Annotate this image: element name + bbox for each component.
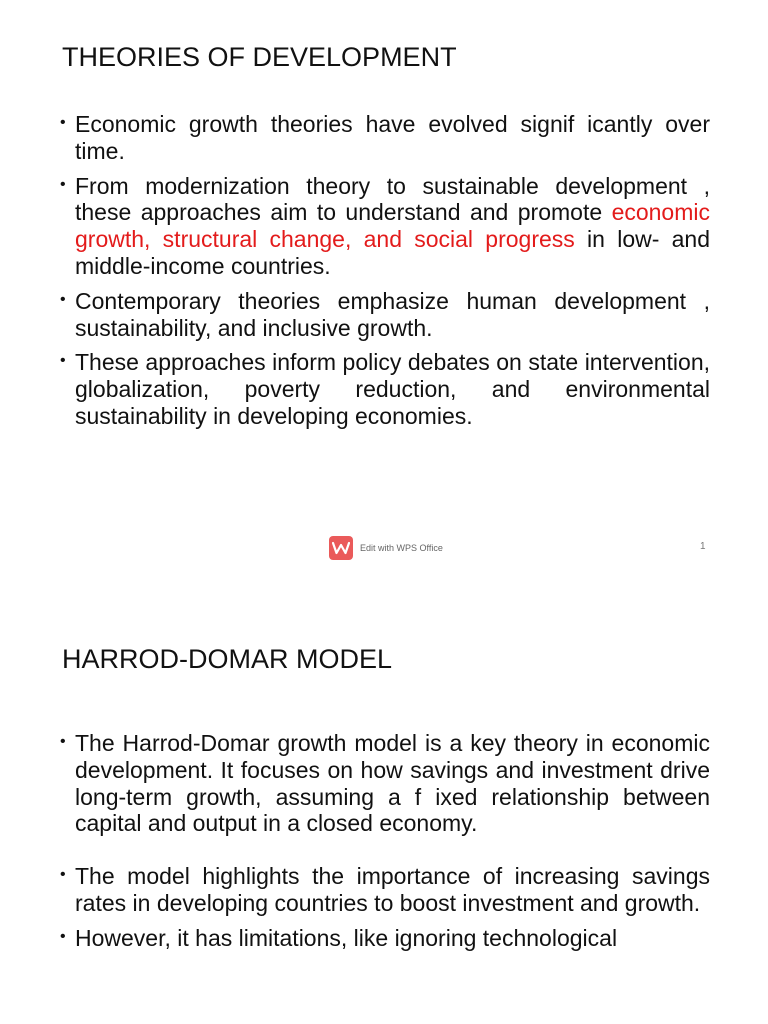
bullet-dot-icon: •	[60, 733, 66, 750]
bullet-text: From modernization theory to sustainable development , these approaches aim to understand and promote	[75, 172, 710, 226]
page-number: 1	[700, 541, 706, 552]
bullet-text: These approaches inform policy debates on state intervention, globalization, poverty reduction, and environmental sustainability in developing economies.	[75, 349, 710, 429]
slide-1-bullet-4	[60, 349, 710, 429]
bullet-dot-icon: •	[60, 114, 66, 131]
bullet-dot-icon: •	[60, 290, 66, 308]
slide-1-bullet-3	[60, 288, 710, 342]
wps-office-badge[interactable]	[329, 536, 443, 560]
slide-2-bullet-list	[60, 730, 710, 960]
bullet-text: Economic growth theories have evolved signif icantly over time.	[75, 111, 710, 164]
wps-w-glyph-icon	[332, 541, 350, 555]
bullet-text: However, it has limitations, like ignoring technological	[75, 924, 618, 951]
slide-1-title: THEORIES OF DEVELOPMENT	[62, 42, 457, 72]
bullet-dot-icon: •	[60, 175, 66, 193]
slide-2-bullet-2	[60, 863, 710, 917]
wps-logo-icon	[329, 536, 353, 560]
bullet-text: The Harrod-Domar growth model is a key theory in economic development. It focuses on how savings and investment drive long-term growth, assuming a f ixed relationship between capital and output in a closed economy.	[75, 730, 710, 837]
highlighted-text: economic growth, structural change, and social progress	[75, 199, 710, 253]
bullet-text-end: in low- and middle-income countries.	[75, 226, 711, 279]
slide-2-title: HARROD-DOMAR MODEL	[62, 644, 393, 674]
slide-1-bullet-2	[60, 173, 710, 280]
bullet-text: The model highlights the importance of increasing savings rates in developing countries to boost investment and growth.	[75, 863, 710, 916]
wps-label: Edit with WPS Office	[360, 543, 443, 553]
slide-2	[0, 610, 768, 1024]
bullet-dot-icon: •	[60, 927, 66, 945]
slide-1-bullet-list	[60, 111, 710, 438]
bullet-text: Contemporary theories emphasize human development , sustainability, and inclusive growth.	[75, 287, 710, 341]
slide-1-bullet-1	[60, 111, 710, 165]
bullet-dot-icon: •	[60, 352, 66, 370]
slide-2-bullet-1	[60, 730, 710, 837]
slide-2-bullet-3	[60, 925, 710, 952]
bullet-dot-icon: •	[60, 866, 66, 884]
